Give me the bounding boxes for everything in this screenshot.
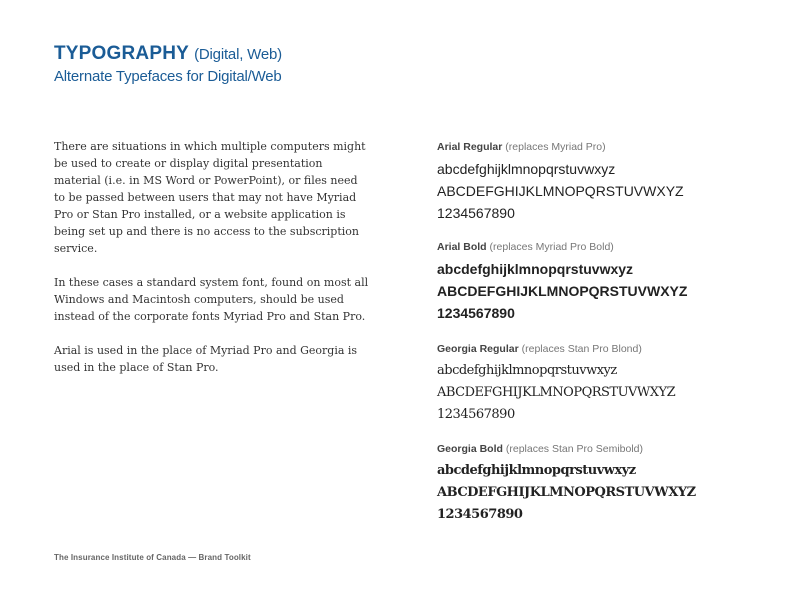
specimen-georgia-regular <box>437 342 777 426</box>
body-paragraph: There are situations in which multiple computers might be used to create or display digital presentation material (i.e. in MS Word or PowerPoint), or files need to be passed between users that may not have Myriad Pro or Stan Pro installed, or a website application is being set up and there is no access to the subscription service. <box>54 140 366 255</box>
specimen-replaces-note: (replaces Myriad Pro Bold) <box>489 241 614 253</box>
specimen-replaces-note: (replaces Stan Pro Blond) <box>521 343 642 355</box>
specimen-digits: 1234567890 <box>437 507 523 522</box>
specimen-arial-bold <box>437 240 777 324</box>
body-paragraph: Arial is used in the place of Myriad Pro and Georgia is used in the place of Stan Pro. <box>54 344 358 374</box>
page-title <box>54 43 282 66</box>
specimen-replaces-note: (replaces Myriad Pro) <box>505 141 606 153</box>
specimen-replaces-note: (replaces Stan Pro Semibold) <box>505 443 644 455</box>
specimen-lowercase: abcdefghijklmnopqrstuvwxyz <box>437 463 636 478</box>
specimen-label <box>437 240 777 254</box>
specimen-georgia-bold <box>437 442 777 526</box>
specimen-label <box>437 442 777 456</box>
specimen-lowercase: abcdefghijklmnopqrstuvwxyz <box>437 363 617 378</box>
specimen-lowercase: abcdefghijklmnopqrstuvwxyz <box>437 161 616 177</box>
page-footer: The Insurance Institute of Canada — Brand Toolkit <box>54 553 251 562</box>
specimen-uppercase: ABCDEFGHIJKLMNOPQRSTUVWXYZ <box>437 283 688 299</box>
specimen-label <box>437 342 777 356</box>
specimen-name: Arial Bold <box>437 241 487 253</box>
specimen-arial-regular <box>437 140 777 224</box>
specimen-name: Georgia Regular <box>437 343 519 355</box>
page-title-main: TYPOGRAPHY <box>54 43 190 64</box>
specimen-uppercase: ABCDEFGHIJKLMNOPQRSTUVWXYZ <box>437 385 676 400</box>
specimen-name: Georgia Bold <box>437 443 503 455</box>
specimen-digits: 1234567890 <box>437 407 515 422</box>
specimen-name: Arial Regular <box>437 141 503 153</box>
page-title-qualifier: (Digital, Web) <box>194 46 282 63</box>
specimen-lowercase: abcdefghijklmnopqrstuvwxyz <box>437 261 634 277</box>
specimen-digits: 1234567890 <box>437 205 515 221</box>
specimen-label <box>437 140 777 154</box>
specimen-uppercase: ABCDEFGHIJKLMNOPQRSTUVWXYZ <box>437 183 684 199</box>
page-subtitle: Alternate Typefaces for Digital/Web <box>54 68 282 85</box>
specimen-digits: 1234567890 <box>437 305 515 321</box>
body-paragraph: In these cases a standard system font, found on most all Windows and Macintosh computers, should be used instead of the corporate fonts Myriad Pro and Stan Pro. <box>54 276 369 323</box>
specimen-uppercase: ABCDEFGHIJKLMNOPQRSTUVWXYZ <box>437 485 696 500</box>
body-copy <box>54 138 372 393</box>
